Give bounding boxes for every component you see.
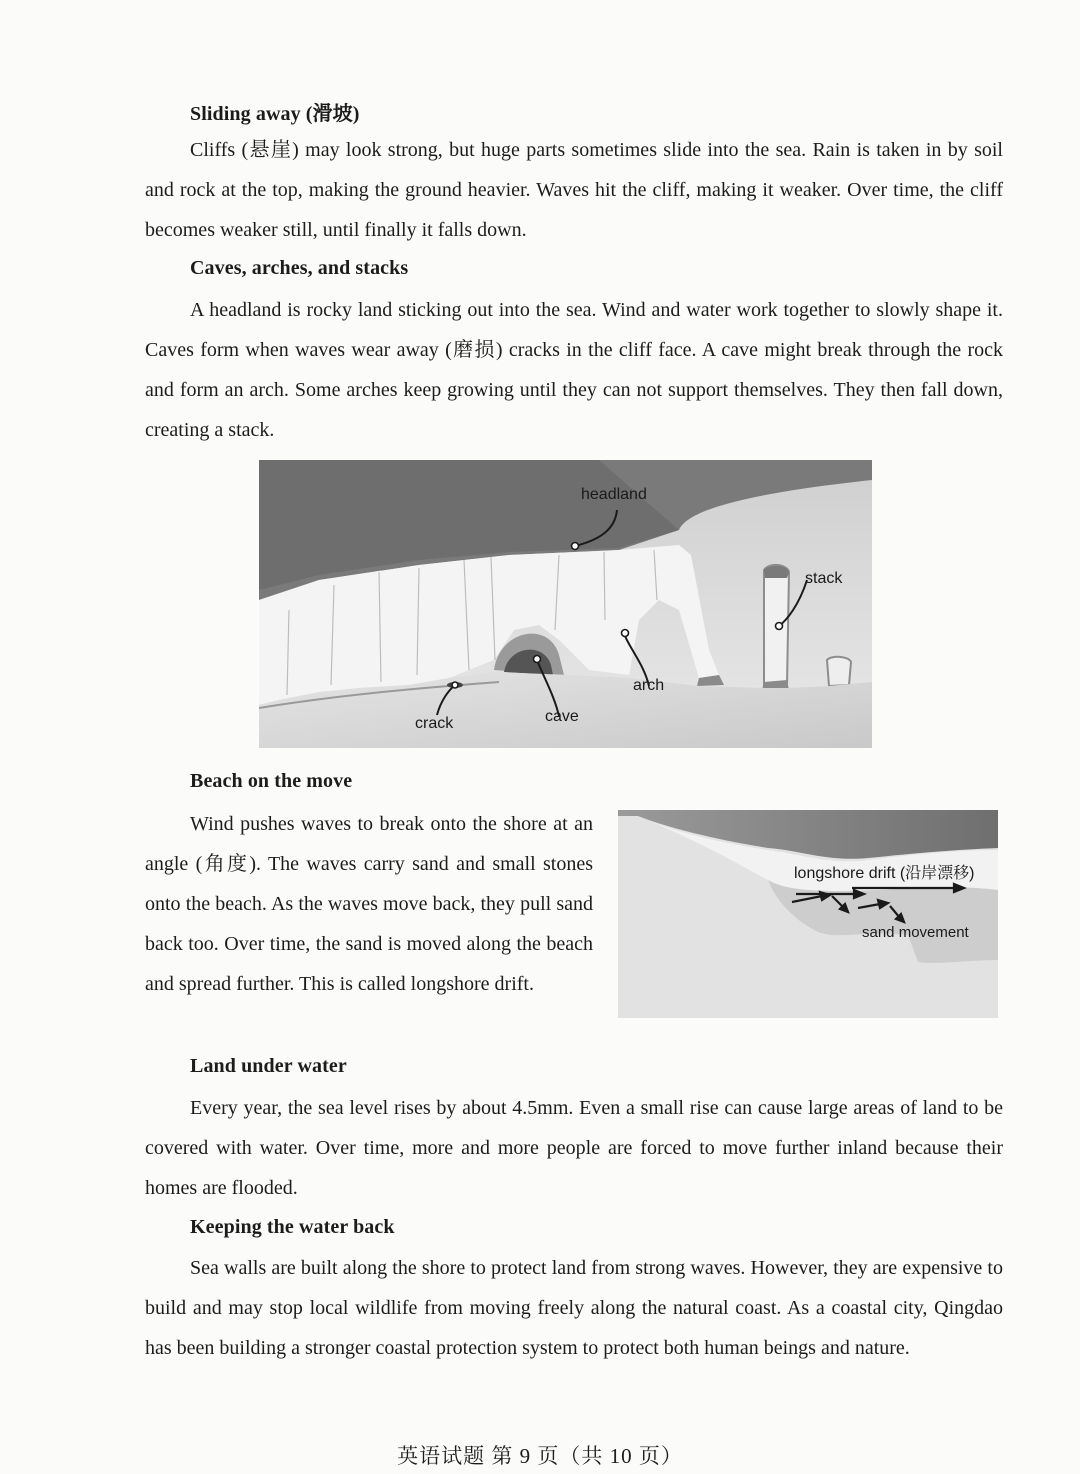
paragraph-land-under-water: Every year, the sea level rises by about 4.5mm. Even a small rise can cause large areas of land to be covered with water. Over time, more and more people are forced to move further inland because their homes are flooded. xyxy=(145,1097,1003,1199)
paragraph-caves-arches-stacks: A headland is rocky land sticking out into the sea. Wind and water work together to slowly shape it. Caves form when waves wear away (磨损) cracks in the cliff face. A cave might break through the rock and form an arch. Some arches keep growing until they can not support themselves. They then fall down, creating a stack. xyxy=(145,299,1003,441)
paragraph-beach-on-the-move: Wind pushes waves to break onto the shore at an angle (角度). The waves carry sand and small stones onto the beach. As the waves move back, they pull sand back too. Over time, the sand is moved along the beach and spread further. This is called longshore drift. xyxy=(145,813,593,995)
label-crack: crack xyxy=(415,715,454,732)
longshore-drift-figure xyxy=(618,810,998,1018)
heading-beach-on-the-move: Beach on the move xyxy=(190,770,353,792)
label-cave: cave xyxy=(545,708,579,725)
coastal-landforms-figure xyxy=(259,460,872,748)
paragraph-sliding-away: Cliffs (悬崖) may look strong, but huge parts sometimes slide into the sea. Rain is taken in by soil and rock at the top, making the ground heavier. Waves hit the cliff, making it weaker. Over time, the cliff becomes weaker still, until finally it falls down. xyxy=(145,139,1003,241)
heading-keeping-water-back: Keeping the water back xyxy=(190,1216,395,1238)
label-longshore-drift: longshore drift (沿岸漂移) xyxy=(794,865,975,882)
coastal-landforms-illustration xyxy=(259,460,872,748)
label-headland: headland xyxy=(581,486,647,503)
label-arch: arch xyxy=(633,677,665,694)
paragraph-keeping-water-back: Sea walls are built along the shore to protect land from strong waves. However, they are expensive to build and may stop local wildlife from moving freely along the natural coast. As a coastal city, Qingdao has been building a stronger coastal protection system to protect both human beings and nature. xyxy=(145,1257,1003,1359)
longshore-drift-illustration xyxy=(618,810,998,1018)
label-stack: stack xyxy=(805,570,843,587)
heading-land-under-water: Land under water xyxy=(190,1055,347,1077)
heading-sliding-away: Sliding away (滑坡) xyxy=(190,103,360,125)
page-footer: 英语试题 第 9 页（共 10 页） xyxy=(397,1444,683,1468)
heading-caves-arches-stacks: Caves, arches, and stacks xyxy=(190,257,409,279)
label-sand-movement: sand movement xyxy=(862,924,969,941)
